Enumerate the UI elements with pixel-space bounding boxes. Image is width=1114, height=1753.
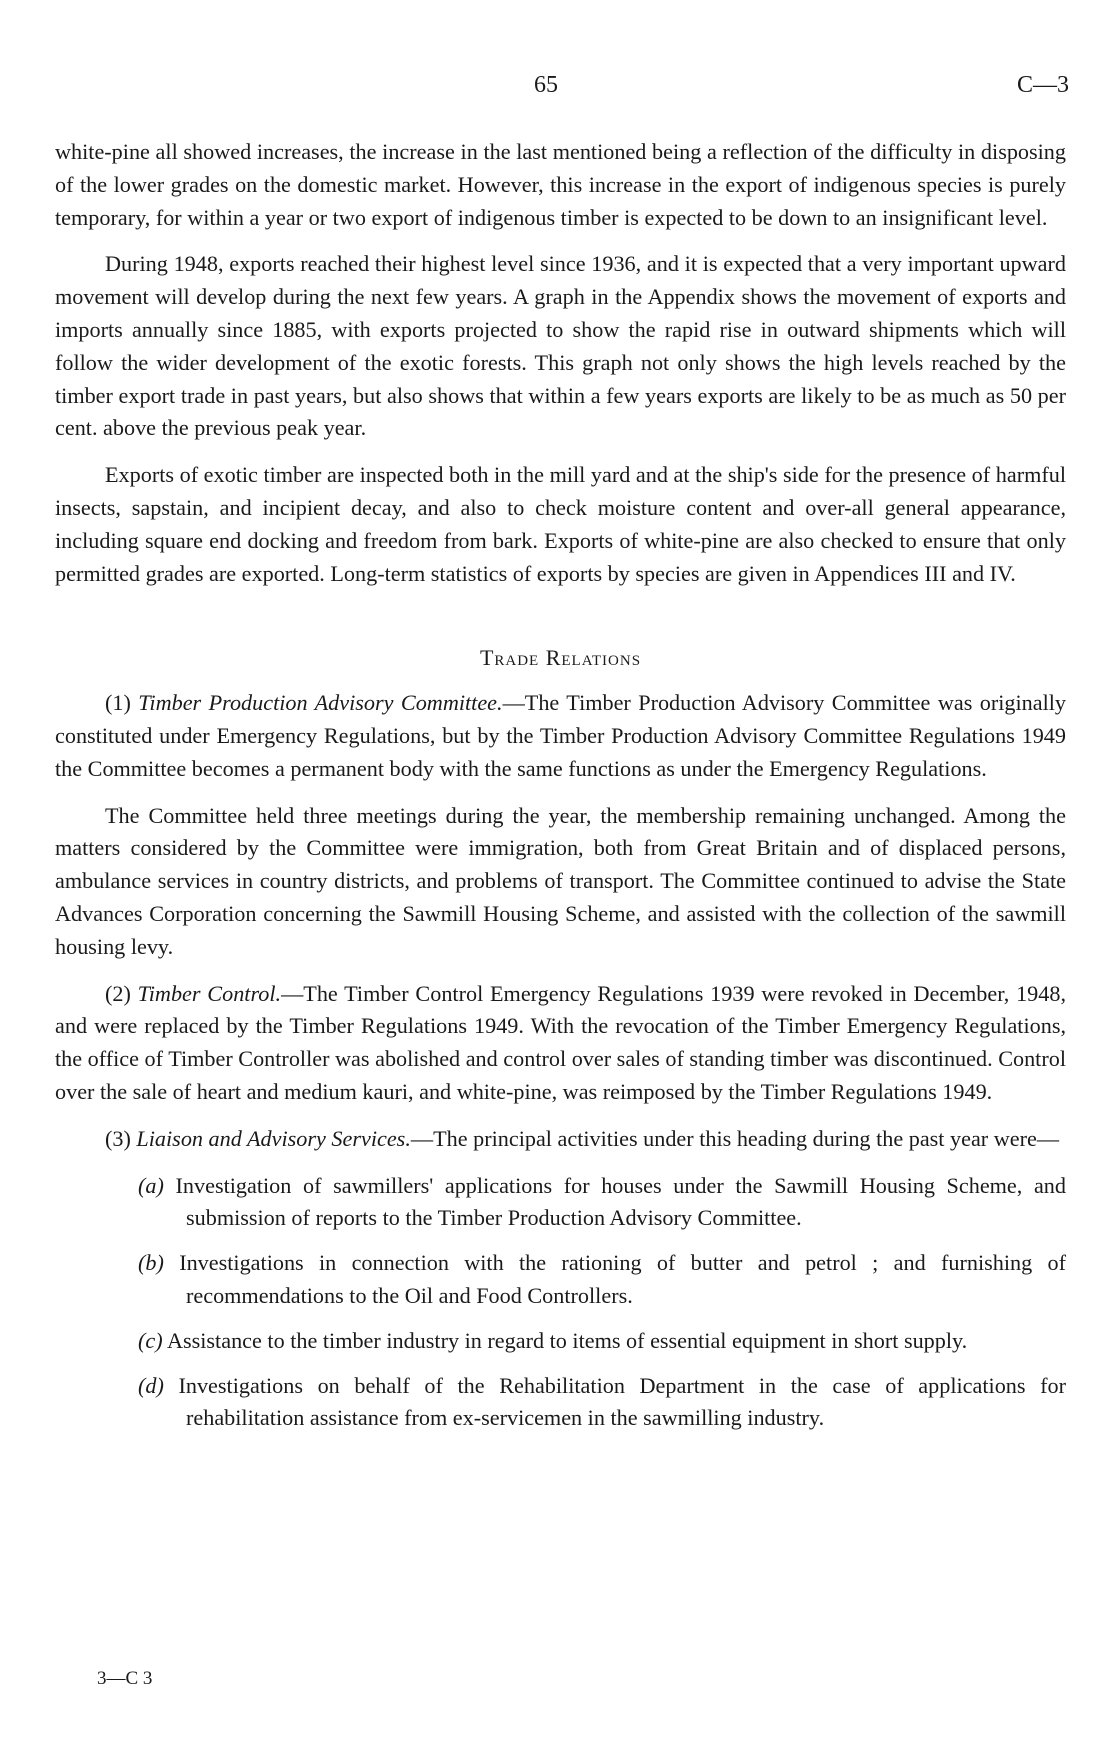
intro-paragraph-1: white-pine all showed increases, the increase in the last mentioned being a reflection of the difficulty in disposing of the lower grades on the domestic market. However, this increase in the export of indigenous species is purely temporary, for within a year or two export of indigenous timber is expected to be down to an insignificant level. xyxy=(55,139,1066,230)
list-item-text: Investigations in connection with the rationing of butter and petrol ; and furnishing of recommendations to the Oil and Food Controllers. xyxy=(179,1250,1067,1308)
section-3-title: Liaison and Advisory Services. xyxy=(136,1125,411,1151)
list-item-letter: (d) xyxy=(138,1372,164,1398)
section-1-paragraph-2: The Committee held three meetings during the year, the membership remaining unchanged. Among the matters considered by the Committee were immigration, both from Great Britain and of displaced persons, ambulance services in country districts, and problems of transport. The Committee continued to advise the State Advances Corporation concerning the Sawmill Housing Scheme, and assisted with the collection of the sawmill housing levy. xyxy=(55,802,1066,959)
list-item-text: Assistance to the timber industry in regard to items of essential equipment in short supply. xyxy=(166,1327,968,1353)
section-1-paragraph xyxy=(55,687,1066,785)
section-1-text: —The Timber Production Advisory Committee was originally constituted under Emergency Regulations, but by the Timber Production Advisory Committee Regulations 1949 the Committee becomes a permanent body with the same functions as under the Emergency Regulations. xyxy=(55,690,1067,781)
printer-signature: 3—C 3 xyxy=(97,1668,153,1689)
activities-list xyxy=(55,1170,1066,1436)
page-number: 65 xyxy=(534,72,558,98)
list-item-letter: (a) xyxy=(138,1172,164,1198)
list-item-text: Investigation of sawmillers' applications for houses under the Sawmill Housing Scheme, and submission of reports to the Timber Production Advisory Committee. xyxy=(175,1172,1066,1231)
section-1-number: (1) xyxy=(105,690,131,716)
list-item xyxy=(55,1370,1066,1436)
section-3-number: (3) xyxy=(105,1125,131,1151)
section-2-title: Timber Control. xyxy=(137,980,282,1006)
list-item xyxy=(55,1325,1066,1358)
section-2-number: (2) xyxy=(105,980,131,1006)
page-header xyxy=(0,72,1114,108)
section-2-text: —The Timber Control Emergency Regulations 1939 were revoked in December, 1948, and were replaced by the Timber Regulations 1949. With the revocation of the Timber Emergency Regulations, the office of Timber Controller was abolished and control over sales of standing timber was discontinued. Control over the sale of heart and medium kauri, and white-pine, was reimposed by the Timber Regulations 1949. xyxy=(55,980,1066,1104)
section-1-title: Timber Production Advisory Committee. xyxy=(138,690,503,716)
page-body xyxy=(55,136,1066,1447)
section-2-paragraph xyxy=(55,978,1066,1109)
section-heading-trade-relations: Trade Relations xyxy=(479,645,642,671)
list-item xyxy=(55,1170,1066,1236)
list-item-text: Investigations on behalf of the Rehabilitation Department in the case of applications for rehabilitation assistance from ex-servicemen in the sawmilling industry. xyxy=(178,1372,1066,1431)
list-item-letter: (b) xyxy=(138,1250,164,1276)
list-item-letter: (c) xyxy=(138,1327,163,1353)
list-item xyxy=(55,1247,1066,1313)
intro-paragraph-2: During 1948, exports reached their highest level since 1936, and it is expected that a very important upward movement will develop during the next few years. A graph in the Appendix shows the movement of exports and imports annually since 1885, with exports projected to show the rapid rise in outward shipments which will follow the wider development of the exotic forests. This graph not only shows the high levels reached by the timber export trade in past years, but also shows that within a few years exports are likely to be as much as 50 per cent. above the previous peak year. xyxy=(55,251,1066,441)
document-code: C—3 xyxy=(1016,72,1069,98)
section-3-paragraph xyxy=(55,1123,1066,1156)
intro-paragraph-3: Exports of exotic timber are inspected both in the mill yard and at the ship's side for the presence of harmful insects, sapstain, and incipient decay, and also to check moisture content and over-all general appearance, including square end docking and freedom from bark. Exports of white-pine are also checked to ensure that only permitted grades are exported. Long-term statistics of exports by species are given in Appendices III and IV. xyxy=(55,462,1066,586)
section-3-text: —The principal activities under this heading during the past year were— xyxy=(410,1125,1060,1151)
